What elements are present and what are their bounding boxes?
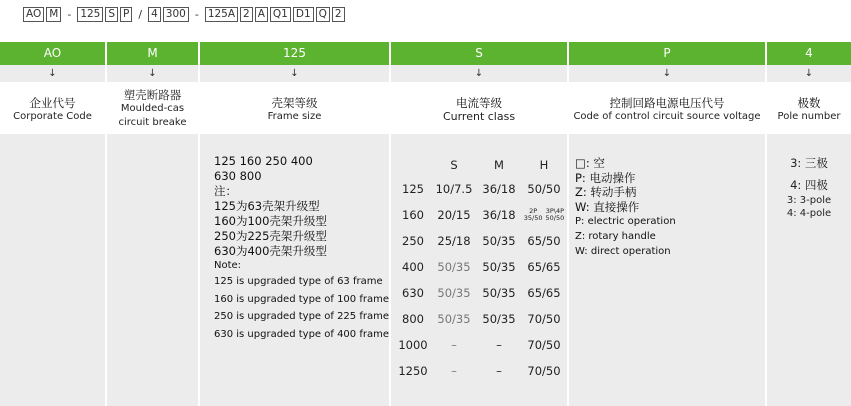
option-line: Z: rotary handle xyxy=(575,231,656,242)
option-line: W: direct operation xyxy=(575,246,671,257)
table-cell: – xyxy=(451,364,457,378)
option-line: 4: 四极 xyxy=(790,178,828,192)
table-cell xyxy=(521,202,567,228)
table-header-cell: H xyxy=(539,158,549,172)
code-segment-box: 300 xyxy=(163,7,189,22)
code-separator: - xyxy=(67,7,72,21)
column-current-class xyxy=(391,42,567,406)
table-row xyxy=(395,202,567,228)
description-zh: 控制回路电源电压代号 xyxy=(609,96,725,110)
code-segment-box: D1 xyxy=(293,7,314,22)
table-cell: 630 xyxy=(402,286,424,300)
note-line: 160为100壳架升级型 xyxy=(214,214,327,228)
code-segment-box: AO xyxy=(23,7,44,22)
note-line: 630 is upgraded type of 400 frame xyxy=(214,328,389,340)
column-header: S xyxy=(391,42,567,65)
column-description xyxy=(391,83,567,133)
table-cell: 50/35 xyxy=(437,286,471,300)
note-line: 125 is upgraded type of 63 frame xyxy=(214,276,383,287)
table-row xyxy=(395,306,567,332)
code-segment-box: A xyxy=(255,7,268,22)
table-cell: 50/35 xyxy=(482,234,516,248)
column-body xyxy=(200,134,389,406)
description-zh: 企业代号 xyxy=(29,96,76,110)
table-row xyxy=(395,332,567,358)
table-cell: 1000 xyxy=(398,338,428,352)
description-en: Code of control circuit source voltage xyxy=(573,111,761,122)
code-segment-box: 4 xyxy=(148,7,161,22)
down-arrow-icon: ↓ xyxy=(767,65,851,82)
description-en: Moulded-cas xyxy=(120,103,185,114)
table-row xyxy=(395,358,567,384)
table-cell: 70/50 xyxy=(527,338,561,352)
cell-sub-value: 50/50 xyxy=(545,214,565,223)
table-cell: 800 xyxy=(402,312,424,326)
note-line: 630为400壳架升级型 xyxy=(214,244,327,258)
option-line: 3: 3-pole xyxy=(786,195,832,206)
down-arrow-icon: ↓ xyxy=(200,65,389,82)
table-cell: 10/7.5 xyxy=(435,182,473,196)
description-en: Corporate Code xyxy=(13,111,92,122)
code-segment-box: P xyxy=(120,7,132,22)
table-cell: 65/65 xyxy=(527,260,561,274)
frame-size-text xyxy=(214,154,389,343)
table-cell: 36/18 xyxy=(482,208,516,222)
pole-options xyxy=(767,156,851,220)
description-en: Pole number xyxy=(777,111,841,122)
code-segment-box: 2 xyxy=(240,7,253,22)
column-body xyxy=(767,134,851,406)
down-arrow-icon: ↓ xyxy=(569,65,765,82)
cell-sub-value: 35/50 xyxy=(523,214,543,223)
code-segment-box: 2 xyxy=(332,7,345,22)
note-line: 250为225壳架升级型 xyxy=(214,229,327,243)
table-cell: 50/35 xyxy=(437,312,471,326)
code-separator: / xyxy=(138,7,143,21)
column-frame-size xyxy=(200,42,389,406)
cell-sub-label: 3P\4P xyxy=(545,207,565,216)
table-cell: 160 xyxy=(402,208,424,222)
description-zh: 电流等级 xyxy=(456,96,502,110)
column-description xyxy=(569,83,765,133)
code-separator: - xyxy=(194,7,199,21)
column-body xyxy=(391,134,567,406)
table-row xyxy=(395,228,567,254)
column-header: 125 xyxy=(200,42,389,65)
table-cell: 50/35 xyxy=(482,260,516,274)
down-arrow-icon: ↓ xyxy=(391,65,567,82)
frame-size-list: 630 800 xyxy=(214,169,262,183)
code-segment-box: Q xyxy=(316,7,330,22)
table-cell: – xyxy=(496,364,502,378)
code-segment-box: M xyxy=(46,7,61,22)
down-arrow-icon: ↓ xyxy=(107,65,198,82)
option-line: 3: 三极 xyxy=(790,156,828,170)
description-zh: 壳架等级 xyxy=(271,96,318,110)
table-cell: – xyxy=(451,338,457,352)
table-cell: 50/35 xyxy=(482,312,516,326)
table-cell: 70/50 xyxy=(527,312,561,326)
column-description xyxy=(767,83,851,133)
table-cell: 50/50 xyxy=(527,182,561,196)
down-arrow-icon: ↓ xyxy=(0,65,105,82)
column-header: P xyxy=(569,42,765,65)
note-label: Note: xyxy=(214,260,242,271)
code-segment-box: 125A xyxy=(205,7,238,22)
column-pole-number xyxy=(767,42,851,406)
note-line: 160 is upgraded type of 100 frame xyxy=(214,293,389,305)
option-line: P: 电动操作 xyxy=(575,170,636,185)
table-cell: 36/18 xyxy=(482,182,516,196)
column-breaker-type xyxy=(107,42,198,406)
option-line: W: 直接操作 xyxy=(575,199,640,214)
table-row xyxy=(395,280,567,306)
code-segment-box: Q1 xyxy=(270,7,291,22)
column-header: 4 xyxy=(767,42,851,65)
option-line: Z: 转动手柄 xyxy=(575,185,637,199)
model-code xyxy=(22,5,346,23)
table-cell: 65/65 xyxy=(527,286,561,300)
table-cell: 400 xyxy=(402,260,424,274)
table-cell: 25/18 xyxy=(437,234,471,248)
code-segment-box: S xyxy=(105,7,118,22)
table-header-cell xyxy=(395,154,431,176)
column-description xyxy=(107,83,198,133)
cell-sub-label: 2P xyxy=(529,207,538,216)
description-en: Current class xyxy=(442,110,516,123)
description-zh: 塑壳断路器 xyxy=(123,88,182,102)
current-class-table xyxy=(395,154,567,384)
table-cell: 1250 xyxy=(398,364,428,378)
column-body xyxy=(107,134,198,406)
note-line: 250 is upgraded type of 225 frame xyxy=(214,311,389,322)
table-cell: 50/35 xyxy=(482,286,516,300)
table-row xyxy=(395,176,567,202)
table-cell: – xyxy=(496,338,502,352)
code-segment-box: 125 xyxy=(77,7,103,22)
selection-table xyxy=(0,42,851,406)
table-cell: 20/15 xyxy=(437,208,471,222)
description-en: circuit breake xyxy=(118,117,187,128)
option-line: □: 空 xyxy=(575,156,605,170)
table-cell: 125 xyxy=(402,182,424,196)
column-control-voltage xyxy=(569,42,765,406)
table-header-cell: S xyxy=(450,158,458,172)
table-cell: 250 xyxy=(402,234,424,248)
column-body xyxy=(0,134,105,406)
table-header-row xyxy=(395,154,567,176)
table-cell: 65/50 xyxy=(527,234,561,248)
control-voltage-text xyxy=(575,156,676,259)
option-line: 4: 4-pole xyxy=(786,208,832,219)
column-corporate-code xyxy=(0,42,105,406)
note-line: 125为63壳架升级型 xyxy=(214,199,320,213)
table-row xyxy=(395,254,567,280)
table-cell: 70/50 xyxy=(527,364,561,378)
frame-size-list: 125 160 250 400 xyxy=(214,154,313,168)
column-body xyxy=(569,134,765,406)
column-description xyxy=(0,83,105,133)
description-zh: 极数 xyxy=(797,96,821,110)
column-header: AO xyxy=(0,42,105,65)
table-header-cell: M xyxy=(494,158,504,172)
description-en: Frame size xyxy=(267,111,322,122)
table-cell: 50/35 xyxy=(437,260,471,274)
column-description xyxy=(200,83,389,133)
note-label: 注： xyxy=(214,184,237,198)
column-header: M xyxy=(107,42,198,65)
option-line: P: electric operation xyxy=(575,216,676,227)
